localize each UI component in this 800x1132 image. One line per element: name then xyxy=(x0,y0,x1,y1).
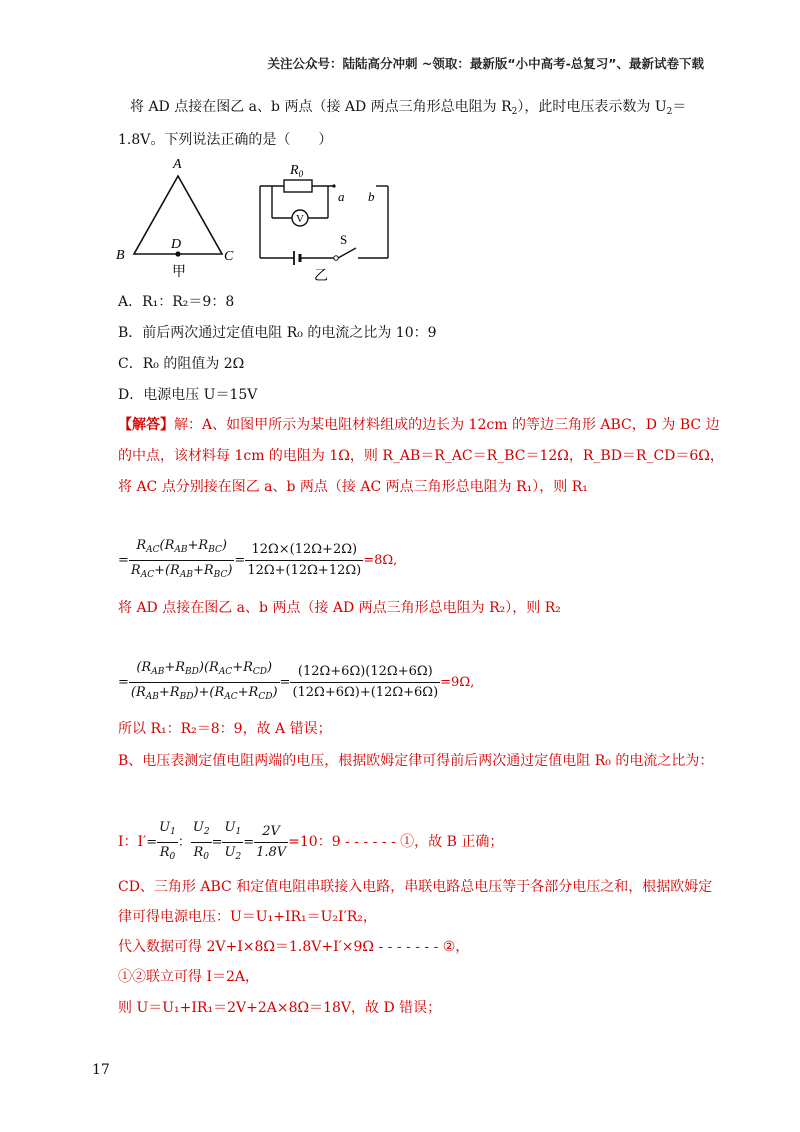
page-number: 17 xyxy=(92,1062,110,1078)
label-a: A xyxy=(173,157,182,172)
label-c: C xyxy=(224,249,234,264)
answer-line-9: 代入数据可得 2V+I×8Ω＝1.8V+I′×9Ω - - - - - - - ②， xyxy=(118,939,470,955)
caption-jia: 甲 xyxy=(172,264,186,280)
label-a-terminal: a xyxy=(338,189,345,204)
question-line-2: 1.8V。下列说法正确的是（ ） xyxy=(118,132,333,148)
switch-s xyxy=(338,248,356,258)
answer-line-11: 则 U＝U₁+IR₁＝2V+2A×8Ω＝18V，故 D 错误； xyxy=(118,1000,442,1016)
equation-r2: = $\frac{(R_{AB}+R_{BD})(R_{AC}+R_{CD})}{(R_{AB}+R_{BD})+(R_{AC}+R_{CD})}$ = $\frac{(12\Omega+6\Omega)(12\Omega+6\Omega)}{(12\Omega+6\Omega)+(12\Omega+6\Omega)}$ =9Ω, xyxy=(118,660,475,702)
label-s: S xyxy=(340,232,348,247)
answer-line-6: B、电压表测定值电阻两端的电压，根据欧姆定律可得前后两次通过定值电阻 R₀ 的电流之比为： xyxy=(118,753,714,769)
page-header: 关注公众号：陆陆高分冲刺 ~领取：最新版“小中高考-总复习”、最新试卷下载 xyxy=(267,56,704,71)
answer-line-8: 律可得电源电压：U＝U₁+IR₁＝U₂I′R₂， xyxy=(118,909,377,925)
option-c: C．R₀ 的阻值为 2Ω xyxy=(118,356,245,372)
label-b: B xyxy=(116,248,125,263)
label-v: V xyxy=(296,213,304,225)
option-a: A．R₁：R₂＝9：8 xyxy=(118,294,235,310)
answer-line-5: 所以 R₁：R₂＝8：9，故 A 错误； xyxy=(118,721,332,737)
circuit-figure xyxy=(248,158,398,283)
resistor-r0 xyxy=(284,180,312,192)
answer-line-1: 【解答】解：A、如图甲所示为某电阻材料组成的边长为 12cm 的等边三角形 ABC，D 为 BC 边 xyxy=(118,417,720,433)
question-line-1: 将 AD 点接在图乙 a、b 两点（接 AD 两点三角形总电阻为 $R_2$），此时电压表示数为 $U_2=$ xyxy=(130,99,687,117)
answer-line-4: 将 AD 点接在图乙 a、b 两点（接 AD 两点三角形总电阻为 R₂），则 R₂ xyxy=(118,600,561,616)
answer-line-10: ①②联立可得 I＝2A， xyxy=(118,969,259,985)
point-d xyxy=(175,251,180,256)
answer-line-7: CD、三角形 ABC 和定值电阻串联接入电路，串联电路总电压等于各部分电压之和，根据欧姆定 xyxy=(118,879,713,895)
label-b-terminal: b xyxy=(368,189,375,204)
caption-yi: 乙 xyxy=(314,268,328,283)
label-d: D xyxy=(171,237,182,252)
equation-current-ratio: I：I′= $\frac{U_1}{R_0}$ ： $\frac{U_2}{R_0}$ = $\frac{U_1}{U_2}$ = $\frac{2V}{1.8V}$ =10：9 - - - - - - ①，故 B 正确； xyxy=(118,820,504,862)
answer-line-2: 的中点，该材料每 1cm 的电阻为 1Ω，则 R_AB＝R_AC＝R_BC＝12Ω，R_BD＝R_CD＝6Ω， xyxy=(118,448,724,464)
label-r0: $R_0$ xyxy=(290,163,304,179)
equation-r1: = $\frac{R_{AC}(R_{AB}+R_{BC})}{R_{AC}+(R_{AB}+R_{BC})}$ = $\frac{12\Omega\times(12\Omega+2\Omega)}{12\Omega+(12\Omega+12\Omega)}$ =8Ω, xyxy=(118,538,398,580)
triangle-figure xyxy=(110,152,240,282)
option-d: D．电源电压 U＝15V xyxy=(118,387,258,403)
option-b: B．前后两次通过定值电阻 R₀ 的电流之比为 10：9 xyxy=(118,325,437,341)
answer-line-3: 将 AC 点分别接在图乙 a、b 两点（接 AC 两点三角形总电阻为 R₁），则 R₁ xyxy=(118,479,588,495)
